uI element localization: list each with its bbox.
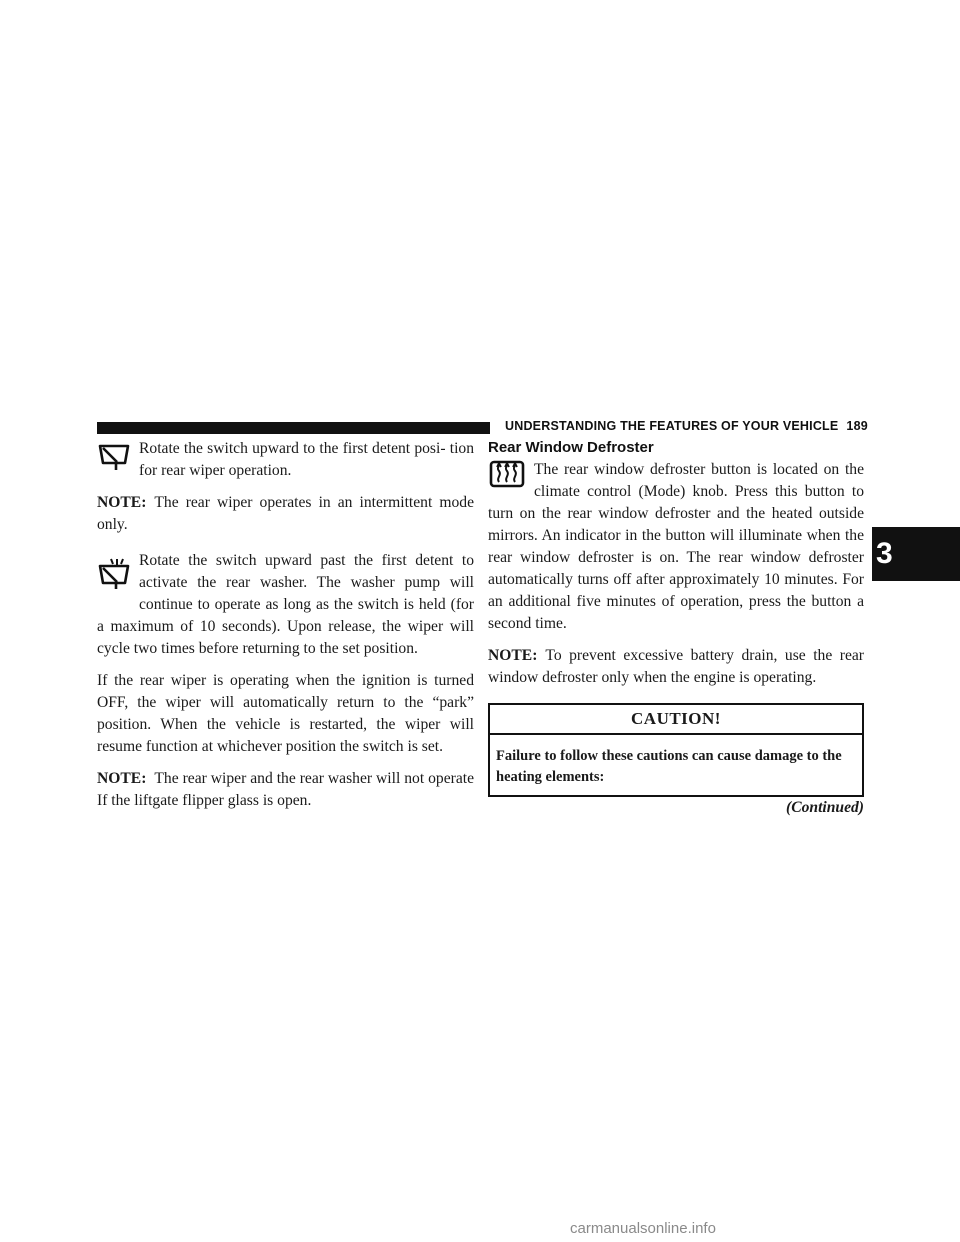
page-number: 189 xyxy=(846,419,868,433)
rear-washer-text: Rotate the switch upward past the first detent to activate the rear washer. The washer pump will continue to operate as long as the switch is held (for a maximum of 10 seconds). Upon release, the wiper will cycle two times before returning to the set position. xyxy=(97,552,474,657)
header-rule xyxy=(97,422,490,434)
caution-title: CAUTION! xyxy=(490,705,862,735)
note-paragraph xyxy=(97,768,474,812)
note-paragraph xyxy=(488,645,864,689)
chapter-tab: 3 xyxy=(872,527,960,581)
note-text: To prevent excessive battery drain, use the rear window defroster only when the engine is operating. xyxy=(488,647,864,686)
defroster-paragraph xyxy=(488,459,864,635)
section-heading: Rear Window Defroster xyxy=(488,439,654,456)
rear-washer-paragraph xyxy=(97,550,474,660)
note-label: NOTE: xyxy=(97,494,147,511)
section-title: UNDERSTANDING THE FEATURES OF YOUR VEHICLE xyxy=(505,419,839,433)
rear-defroster-icon xyxy=(488,459,526,491)
park-paragraph: If the rear wiper is operating when the ignition is turned OFF, the wiper will automatically return to the “park” position. When the vehicle is restarted, the wiper will resume function at whichever position the switch is set. xyxy=(97,672,474,755)
note-text: The rear wiper and the rear washer will not operate If the liftgate flipper glass is open. xyxy=(97,770,474,809)
rear-wiper-text: Rotate the switch upward to the first detent posi- tion for rear wiper operation. xyxy=(139,440,474,479)
note-label: NOTE: xyxy=(97,770,147,787)
left-column xyxy=(97,438,474,822)
continued-label: (Continued) xyxy=(786,799,864,816)
note-paragraph xyxy=(97,492,474,536)
note-text: The rear wiper operates in an intermittent mode only. xyxy=(97,494,474,533)
caution-box xyxy=(488,703,864,797)
rear-wiper-icon xyxy=(97,440,131,474)
rear-washer-icon xyxy=(97,552,131,596)
running-header xyxy=(505,419,868,433)
caution-text: Failure to follow these cautions can cause damage to the heating elements: xyxy=(496,748,842,785)
note-label: NOTE: xyxy=(488,647,538,664)
rear-wiper-paragraph xyxy=(97,438,474,482)
defroster-text: The rear window defroster button is located on the climate control (Mode) knob. Press this button to turn on the rear window defroster and the heated outside mirrors. An indicator in the button will illuminate when the rear window defroster is on. The rear window defroster automatically turns off after approximately 10 minutes. For an additional five minutes of operation, press the button a second time. xyxy=(488,461,864,632)
watermark: carmanualsonline.info xyxy=(570,1220,716,1237)
right-column xyxy=(488,438,864,819)
